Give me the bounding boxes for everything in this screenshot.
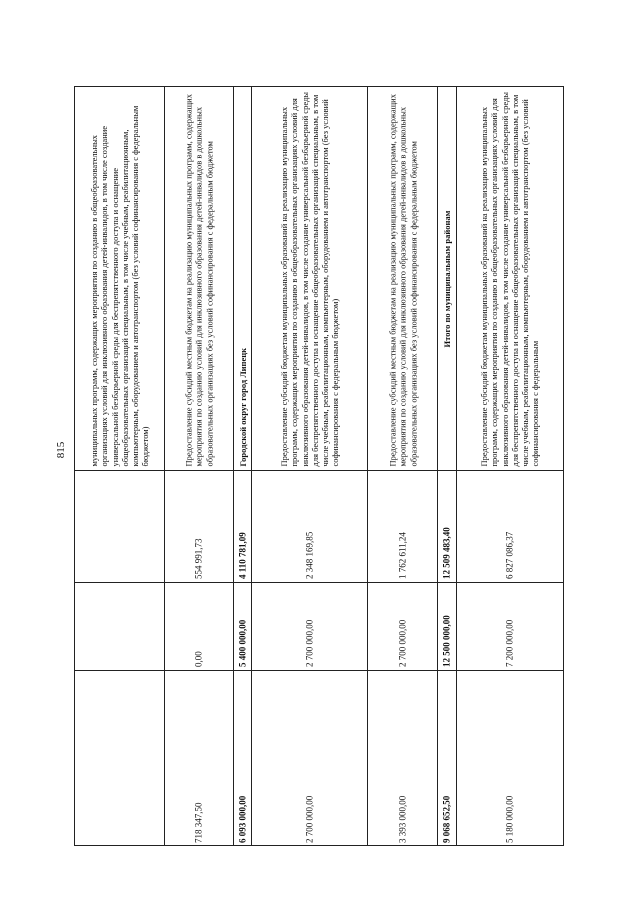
value-text: 554 991,73 (193, 538, 204, 579)
description-text: Городской округ город Липецк (237, 347, 248, 466)
value-text: 5 180 000,00 (504, 795, 515, 843)
value-text: 2 348 169,85 (304, 531, 314, 579)
table-row (437, 87, 456, 845)
description-cell (165, 87, 233, 470)
value-text: 5 400 000,00 (237, 619, 247, 667)
budget-table (74, 86, 564, 846)
table-row (251, 87, 367, 845)
description-text: муниципальных программ, содержащих мероприятия по созданию в общеобразовательных организациях условий для инклюзивного образования детей-инвалидов, в том числе создание универсальной безбарьерной среды для беспрепятственного доступа и оснащение общеобразовательных организаций специальным, в том числе учебным, реабилитационным, компьютерным, оборудованием и автотранспортом (без условий софинансирования с федеральным бюджетом) (88, 105, 151, 466)
table-rows (75, 87, 563, 845)
value-text: 7 200 000,00 (504, 619, 515, 667)
description-text: Предоставление субсидий местным бюджетам на реализацию муниципальных программ, содержащих мероприятия по созданию условий для инклюзивного образования детей-инвалидов в дошкольных образовательных организациях без условий софинансирования с федеральным бюджетом (183, 93, 215, 466)
value-cell-1 (75, 470, 164, 582)
value-text: 2 700 000,00 (304, 619, 314, 667)
value-cell-3 (234, 670, 251, 846)
description-cell (75, 87, 164, 470)
page-number: 815 (55, 441, 67, 459)
value-cell-3 (165, 670, 233, 846)
value-cell-1 (438, 470, 456, 582)
value-cell-1 (234, 470, 251, 582)
value-cell-3 (457, 670, 563, 846)
value-cell-3 (252, 670, 367, 846)
value-text: 718 347,50 (193, 802, 204, 843)
description-cell (252, 87, 367, 470)
value-text: 0,00 (193, 650, 204, 667)
value-text: 2 700 000,00 (397, 619, 407, 667)
description-text: Предоставление субсидий бюджетам муниципальных образований на реализацию муниципальных программ, содержащих мероприятия по созданию в общеобразовательных организациях условий для инклюзивного образования детей-инвалидов, в том числе создание универсальной безбарьерной среды для беспрепятственного доступа и оснащение общеобразовательных организаций специальным, в том числе учебным, реабилитационным, компьютерным, оборудованием и автотранспортом (без условий софинансирования с федеральным бюджетом) (278, 91, 341, 466)
value-cell-2 (438, 582, 456, 670)
table-row (367, 87, 437, 845)
table-row (164, 87, 233, 845)
value-cell-2 (252, 582, 367, 670)
value-cell-1 (165, 470, 233, 582)
value-cell-2 (457, 582, 563, 670)
value-cell-3 (438, 670, 456, 846)
description-text: Предоставление субсидий бюджетам муниципальных образований на реализацию муниципальных программ, содержащих мероприятия по созданию в общеобразовательных организациях условий для инклюзивного образования детей-инвалидов, в том числе создание универсальной безбарьерной среды для беспрепятственного доступа и оснащение общеобразовательных организаций специальным, в том числе учебным, реабилитационным, компьютерным, оборудованием и автотранспортом (без условий софинансирования с федеральным (479, 91, 541, 466)
value-cell-2 (368, 582, 437, 670)
value-cell-1 (368, 470, 437, 582)
description-text: Итого по муниципальным районам (441, 210, 452, 347)
table-row (456, 87, 563, 845)
description-text: Предоставление субсидий местным бюджетам на реализацию муниципальных программ, содержащих мероприятия по созданию условий для инклюзивного образования детей-инвалидов в дошкольных образовательных организациях без условий софинансирования с федеральным бюджетом (387, 93, 418, 466)
value-cell-2 (234, 582, 251, 670)
table-row (75, 87, 164, 845)
value-cell-2 (165, 582, 233, 670)
description-cell (368, 87, 437, 470)
value-text: 12 500 000,00 (441, 614, 452, 667)
value-text: 12 509 483,40 (441, 526, 452, 579)
value-text: 2 700 000,00 (304, 795, 314, 843)
value-cell-3 (75, 670, 164, 846)
value-text: 6 093 000,00 (237, 795, 247, 843)
value-text: 6 827 086,37 (504, 531, 515, 579)
value-cell-1 (457, 470, 563, 582)
value-cell-1 (252, 470, 367, 582)
description-cell (438, 87, 456, 470)
value-text: 1 762 611,24 (397, 531, 407, 579)
value-text: 9 068 652,50 (441, 795, 452, 843)
description-cell (457, 87, 563, 470)
value-text: 4 110 781,09 (237, 531, 247, 579)
value-cell-3 (368, 670, 437, 846)
table-row (233, 87, 251, 845)
value-text: 3 393 000,00 (397, 795, 407, 843)
description-cell (234, 87, 251, 470)
value-cell-2 (75, 582, 164, 670)
